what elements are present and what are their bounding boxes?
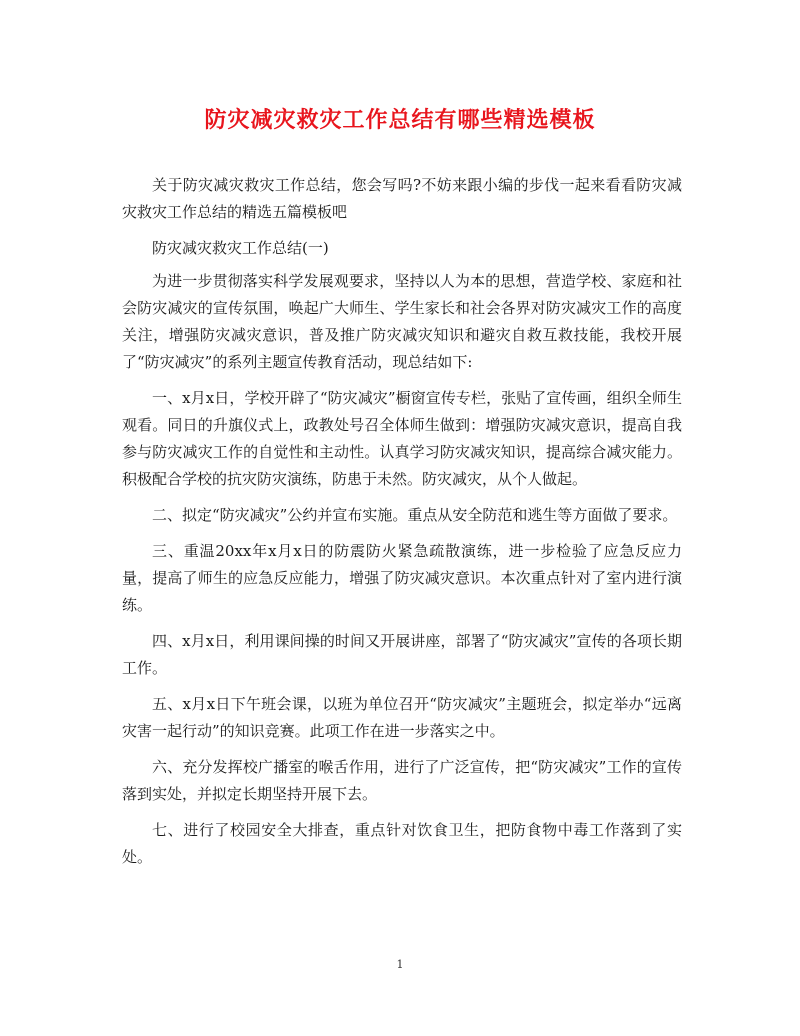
body-paragraph: 三、重温20xx年x月x日的防震防火紧急疏散演练，进一步检验了应急反应力量，提高了师生的应急反应能力，增强了防灾减灾意识。本次重点针对了室内进行演练。 (122, 542, 682, 614)
body-paragraph: 六、充分发挥校广播室的喉舌作用，进行了广泛宣传，把“防灾减灾”工作的宣传落到实处，并拟定长期坚持开展下去。 (122, 758, 682, 803)
body-paragraph: 二、拟定“防灾减灾”公约并宣布实施。重点从安全防范和逃生等方面做了要求。 (152, 506, 678, 524)
body-paragraph: 七、进行了校园安全大排查，重点针对饮食卫生，把防食物中毒工作落到了实处。 (122, 821, 682, 866)
document-body (122, 172, 682, 880)
body-paragraph: 四、x月x日，利用课间操的时间又开展讲座，部署了“防灾减灾”宣传的各项长期工作。 (122, 632, 682, 677)
document-title: 防灾减灾救灾工作总结有哪些精选模板 (204, 107, 596, 133)
body-paragraph: 一、x月x日，学校开辟了“防灾减灾”橱窗宣传专栏，张贴了宣传画，组织全师生观看。同日的升旗仪式上，政教处号召全体师生做到：增强防灾减灾意识，提高自我参与防灾减灾工作的自觉性和主动性。认真学习防灾减灾知识，提高综合减灾能力。积极配合学校的抗灾防灾演练，防患于未然。防灾减灾，从个人做起。 (122, 389, 682, 488)
body-paragraph: 五、x月x日下午班会课，以班为单位召开“防灾减灾”主题班会，拟定举办“远离灾害一起行动”的知识竞赛。此项工作在进一步落实之中。 (122, 695, 682, 740)
body-paragraph: 为进一步贯彻落实科学发展观要求，坚持以人为本的思想，营造学校、家庭和社会防灾减灾的宣传氛围，唤起广大师生、学生家长和社会各界对防灾减灾工作的高度关注，增强防灾减灾意识，普及推广防灾减灾知识和避灾自救互救技能，我校开展了“防灾减灾”的系列主题宣传教育活动，现总结如下: (122, 272, 682, 371)
section-heading: 防灾减灾救灾工作总结(一) (152, 239, 329, 257)
page-number: 1 (396, 958, 404, 971)
intro-paragraph: 关于防灾减灾救灾工作总结，您会写吗?不妨来跟小编的步伐一起来看看防灾减灾救灾工作总结的精选五篇模板吧 (122, 176, 682, 221)
